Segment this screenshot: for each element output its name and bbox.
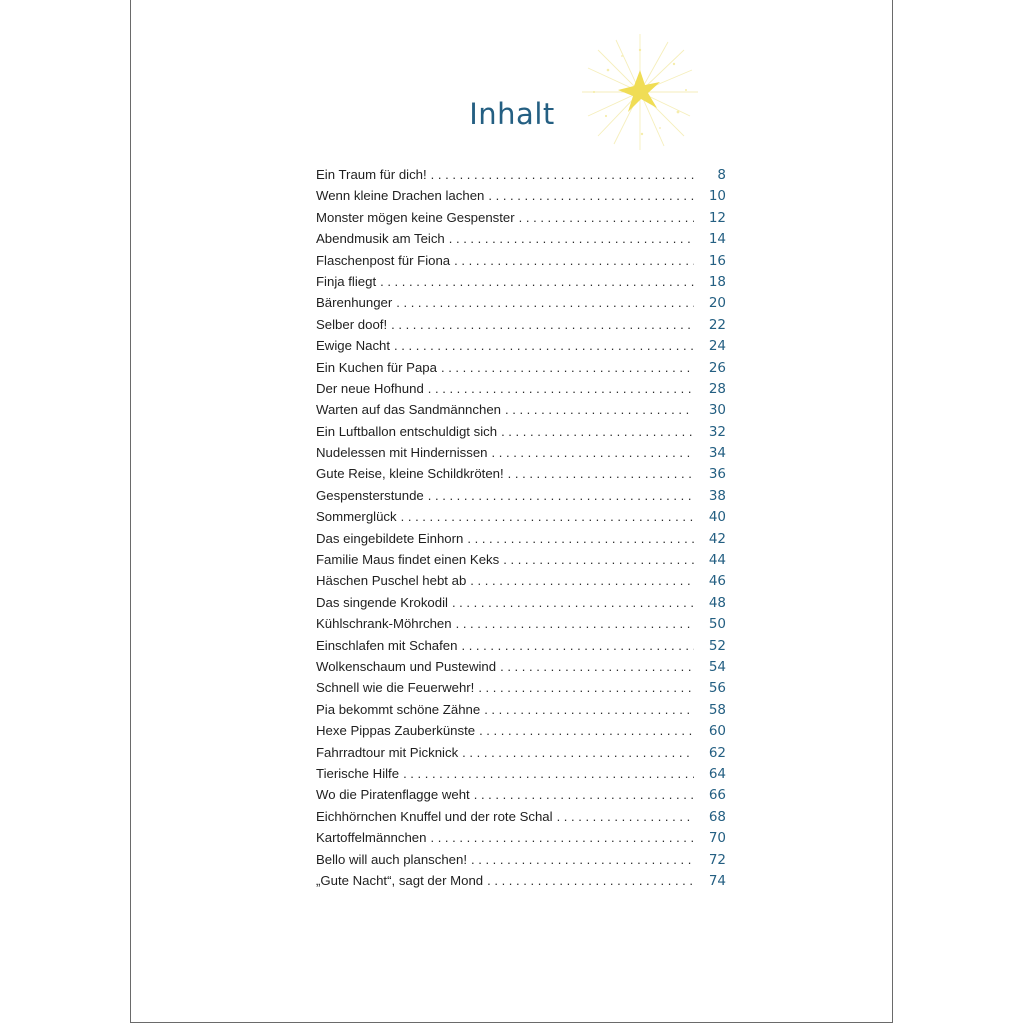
toc-page-number: 22: [708, 316, 726, 333]
toc-entry: [316, 271, 726, 292]
toc-page-number: 24: [708, 338, 726, 355]
toc-dot-leader: [426, 827, 694, 848]
toc-dot-leader: [484, 185, 694, 206]
toc-dot-leader: [467, 849, 694, 870]
toc-page-number: 34: [708, 445, 726, 462]
toc-entry: [316, 528, 726, 549]
toc-page-number: 40: [708, 509, 726, 526]
toc-dot-leader: [424, 378, 694, 399]
toc-entry-title: Fahrradtour mit Picknick: [316, 744, 459, 760]
toc-entry-title: Der neue Hofhund: [316, 380, 424, 396]
toc-dot-leader: [387, 314, 694, 335]
toc-entry: [316, 207, 726, 228]
toc-page-number: 26: [708, 359, 726, 376]
toc-dot-leader: [458, 742, 694, 763]
toc-entry: [316, 228, 726, 249]
toc-page-number: 36: [708, 466, 726, 483]
toc-page-number: 56: [708, 680, 726, 697]
toc-page-number: 62: [708, 744, 726, 761]
toc-entry: [316, 763, 726, 784]
toc-entry: [316, 185, 726, 206]
toc-entry-title: Gute Reise, kleine Schildkröten!: [316, 466, 504, 482]
toc-entry: [316, 784, 726, 805]
toc-dot-leader: [474, 677, 694, 698]
toc-page-number: 42: [708, 530, 726, 547]
toc-page-number: 28: [708, 380, 726, 397]
toc-entry: [316, 613, 726, 634]
toc-entry: [316, 378, 726, 399]
toc-entry: [316, 292, 726, 313]
page-title: Inhalt: [469, 97, 555, 131]
toc-entry-title: Ein Kuchen für Papa: [316, 359, 437, 375]
toc-entry-title: Ein Traum für dich!: [316, 167, 427, 182]
toc-page-number: 66: [708, 787, 726, 804]
toc-entry-title: Wo die Piratenflagge weht: [316, 787, 470, 803]
toc-dot-leader: [376, 271, 694, 292]
toc-entry-title: Wenn kleine Drachen lachen: [316, 188, 485, 204]
toc-page-number: 46: [708, 573, 726, 590]
toc-dot-leader: [450, 250, 694, 271]
toc-dot-leader: [390, 335, 694, 356]
toc-entry: [316, 827, 726, 848]
toc-page-number: 72: [708, 851, 726, 868]
toc-entry-title: Tierische Hilfe: [316, 765, 400, 781]
toc-dot-leader: [488, 442, 694, 463]
toc-entry-title: Sommerglück: [316, 509, 397, 525]
toc-page-number: 74: [708, 872, 726, 889]
toc-page-number: 18: [708, 273, 726, 290]
toc-dot-leader: [483, 870, 694, 891]
toc-entry: [316, 485, 726, 506]
toc-entry-title: Abendmusik am Teich: [316, 231, 445, 247]
toc-entry-title: Kühlschrank-Möhrchen: [316, 616, 452, 632]
toc-page-number: 64: [708, 765, 726, 782]
toc-page-number: 38: [708, 487, 726, 504]
toc-dot-leader: [463, 528, 694, 549]
toc-entry: [316, 549, 726, 570]
toc-dot-leader: [445, 228, 694, 249]
toc-entry-title: Bello will auch planschen!: [316, 851, 468, 867]
toc-entry-title: Wolkenschaum und Pustewind: [316, 658, 497, 674]
toc-entry-title: Häschen Puschel hebt ab: [316, 573, 467, 589]
toc-entry-title: Pia bekommt schöne Zähne: [316, 701, 481, 717]
toc-entry-title: Einschlafen mit Schafen: [316, 637, 458, 653]
toc-entry: [316, 635, 726, 656]
toc-entry-title: Kartoffelmännchen: [316, 830, 427, 846]
toc-page-number: 68: [708, 808, 726, 825]
toc-entry-title: Gespensterstunde: [316, 487, 424, 503]
toc-entry: [316, 592, 726, 613]
toc-dot-leader: [397, 506, 694, 527]
toc-entry-title: Monster mögen keine Gespenster: [316, 209, 515, 225]
toc-dot-leader: [466, 570, 694, 591]
toc-entry: [316, 442, 726, 463]
toc-dot-leader: [470, 784, 694, 805]
toc-page-number: 30: [708, 402, 726, 419]
toc-entry-title: Ewige Nacht: [316, 338, 391, 354]
toc-entry-title: „Gute Nacht“, sagt der Mond: [316, 872, 484, 888]
toc-entry: [316, 314, 726, 335]
toc-dot-leader: [496, 656, 694, 677]
toc-entry: [316, 164, 726, 185]
toc-dot-leader: [437, 357, 694, 378]
toc-entry: [316, 806, 726, 827]
toc-entry: [316, 399, 726, 420]
toc-dot-leader: [497, 421, 694, 442]
toc-page-number: 12: [708, 209, 726, 226]
toc-dot-leader: [504, 463, 694, 484]
toc-entry-title: Eichhörnchen Knuffel und der rote Schal: [316, 808, 553, 824]
toc-entry-title: Bärenhunger: [316, 295, 393, 311]
toc-page-number: 54: [708, 658, 726, 675]
toc-dot-leader: [475, 720, 694, 741]
toc-dot-leader: [553, 806, 694, 827]
toc-page-number: 16: [708, 252, 726, 269]
toc-entry: [316, 463, 726, 484]
toc-page-number: 10: [708, 188, 726, 205]
toc-dot-leader: [452, 613, 694, 634]
toc-entry-title: Schnell wie die Feuerwehr!: [316, 680, 475, 696]
toc-page-number: 20: [708, 295, 726, 312]
toc-dot-leader: [392, 292, 694, 313]
toc-entry: [316, 335, 726, 356]
toc-entry-title: Finja fliegt: [316, 273, 377, 289]
toc-page-number: 50: [708, 616, 726, 633]
toc-page-number: 14: [708, 231, 726, 248]
toc-entry: [316, 742, 726, 763]
toc-entry: [316, 656, 726, 677]
toc-entry-title: Warten auf das Sandmännchen: [316, 402, 501, 418]
toc-dot-leader: [448, 592, 694, 613]
toc-dot-leader: [515, 207, 694, 228]
toc-entry: [316, 677, 726, 698]
toc-entry-title: Ein Luftballon entschuldigt sich: [316, 423, 498, 439]
toc-entry: [316, 506, 726, 527]
toc-dot-leader: [399, 763, 694, 784]
toc-dot-leader: [499, 549, 694, 570]
toc-entry: [316, 720, 726, 741]
toc-entry-title: Flaschenpost für Fiona: [316, 252, 451, 268]
toc-page-number: 70: [708, 830, 726, 847]
toc-entry-title: Das eingebildete Einhorn: [316, 530, 464, 546]
toc-entry-title: Das singende Krokodil: [316, 594, 448, 610]
toc-page-number: 44: [708, 552, 726, 569]
toc-page-number: 8: [717, 167, 726, 183]
toc-page-number: 48: [708, 594, 726, 611]
toc-entry: [316, 250, 726, 271]
table-of-contents: [316, 164, 726, 891]
toc-entry: [316, 870, 726, 891]
toc-entry-title: Hexe Pippas Zauberkünste: [316, 723, 476, 739]
toc-page-number: 52: [708, 637, 726, 654]
toc-entry-title: Nudelessen mit Hindernissen: [316, 445, 488, 461]
toc-entry: [316, 570, 726, 591]
toc-dot-leader: [480, 699, 694, 720]
toc-page-number: 32: [708, 423, 726, 440]
toc-dot-leader: [424, 485, 694, 506]
toc-entry: [316, 699, 726, 720]
toc-page-number: 58: [708, 701, 726, 718]
toc-dot-leader: [427, 164, 694, 185]
toc-page-number: 60: [708, 723, 726, 740]
toc-entry: [316, 357, 726, 378]
toc-entry: [316, 849, 726, 870]
toc-dot-leader: [457, 635, 694, 656]
toc-entry: [316, 421, 726, 442]
star-icon: [578, 30, 702, 154]
toc-dot-leader: [501, 399, 694, 420]
toc-entry-title: Selber doof!: [316, 316, 388, 332]
toc-entry-title: Familie Maus findet einen Keks: [316, 552, 500, 568]
